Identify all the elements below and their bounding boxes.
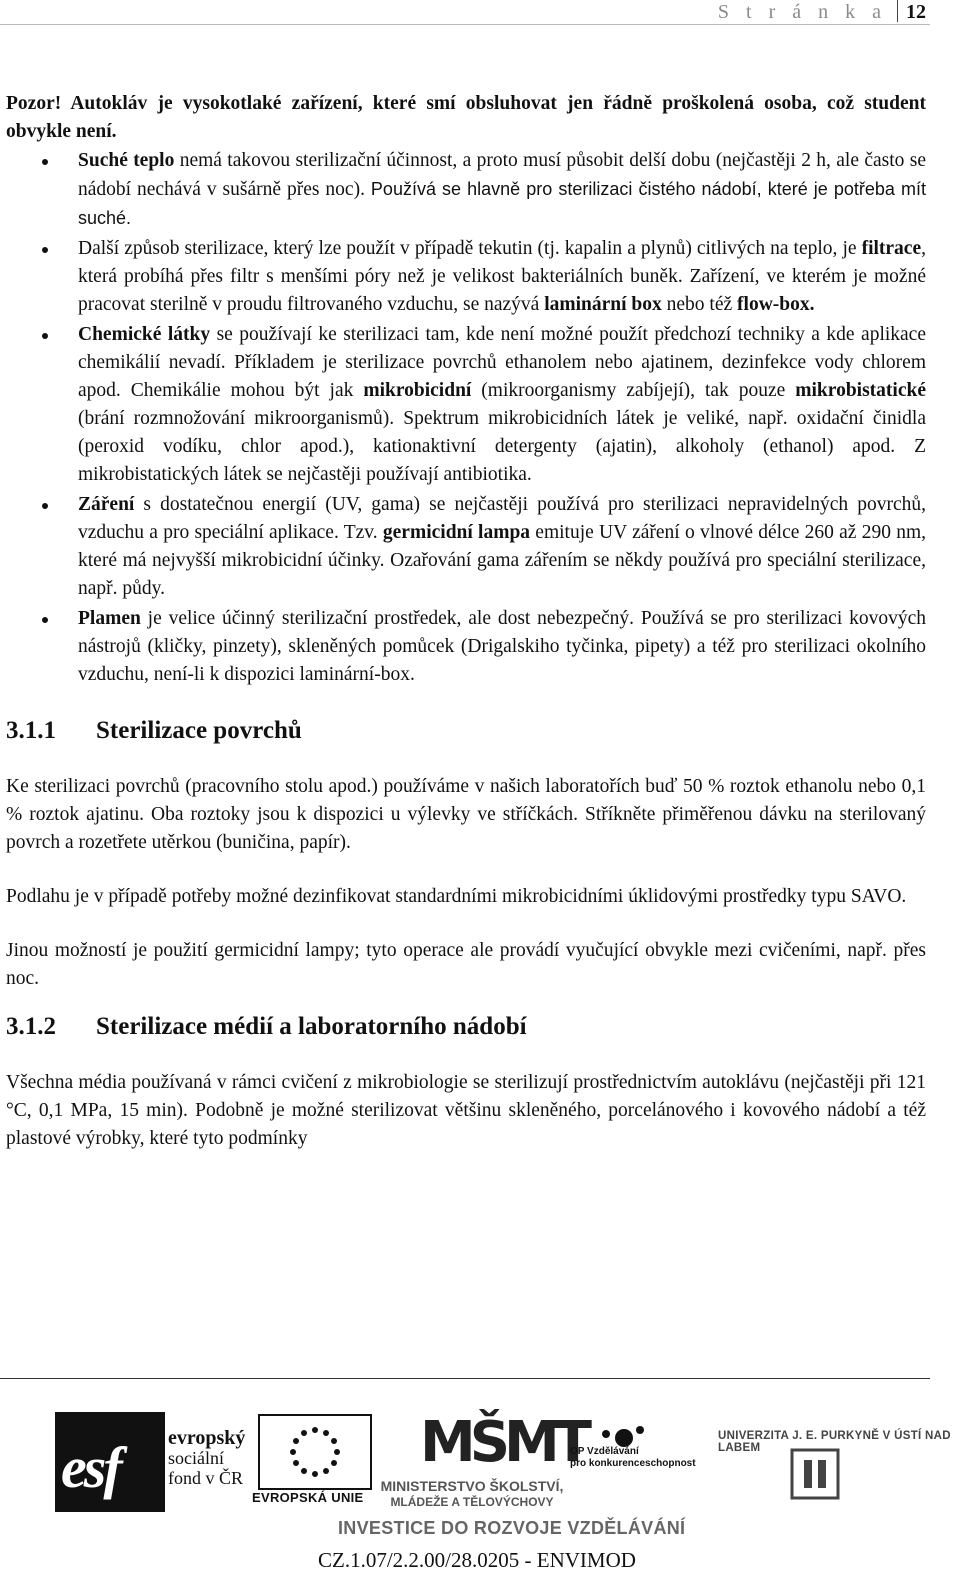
item-text: (mikroorganismy zabíjejí), tak pouze	[471, 380, 796, 401]
paragraph: Ke sterilizaci povrchů (pracovního stolu apod.) používáme v našich laboratořích buď 50 % roztok ethanolu nebo 0,1 % roztok ajatinu. Oba roztoky jsou k dispozici u výlevky ve stříčkách. Stříkněte přiměřenou dávku na sterilovaný povrch a rozetřete utěrkou (buničina, papír).	[6, 776, 926, 853]
item-text: nebo též	[661, 294, 738, 315]
bullet-icon	[42, 503, 48, 509]
list-item	[6, 491, 926, 603]
footer-divider	[0, 1378, 930, 1379]
term-bold: Suché teplo	[78, 150, 175, 171]
item-text: s dostatečnou energií (UV, gama) se nejčastěji používá pro sterilizaci nepravidelných povrchů, vzduchu a pro speciální aplikace. Tzv.	[78, 494, 926, 543]
section-number: 3.1.1	[6, 717, 56, 744]
page-label: S t r á n k a	[717, 1, 887, 23]
item-text: se používají ke sterilizaci tam, kde není možné použít předchozí techniky a kde aplikace chemikálií nevadí. Příkladem je sterilizace povrchů ethanolem nebo ajatinem, dezinfekce vody chlorem apod. Chemikálie mohou být jak	[78, 324, 926, 401]
paragraph: Podlahu je v případě potřeby možné dezinfikovat standardními mikrobicidními úklidovými prostředky typu SAVO.	[6, 886, 907, 907]
msmt-line: MLÁDEŽE A TĚLOVÝCHOVY	[390, 1495, 554, 1509]
item-text: emituje UV záření o vlnové délce 260 až 290 nm, které má nejvyšší mikrobicidní účinky. Ozařování gama zářením se někdy používá pro speciální sterilizace, např. půdy.	[78, 522, 926, 599]
msmt-line: MINISTERSTVO ŠKOLSTVÍ,	[380, 1478, 564, 1494]
warning-paragraph: Pozor! Autokláv je vysokotlaké zařízení, které smí obsluhovat jen řádně proškolená osoba, což student obvykle není.	[6, 93, 926, 142]
item-text: je velice účinný sterilizační prostředek, ale dost nebezpečný. Používá se pro sterilizaci kovových nástrojů (kličky, pinzety), skleněných pomůcek (Drigalskiho tyčinka, pipety) a též pro sterilizaci okolního vzduchu, není-li k dispozici laminární-box.	[78, 608, 926, 685]
opvk-line: OP Vzdělávání	[570, 1446, 639, 1457]
bullet-icon	[42, 247, 48, 253]
header-separator	[897, 0, 898, 22]
project-code: CZ.1.07/2.2.00/28.0205 - ENVIMOD	[318, 1548, 636, 1572]
opvk-logo-text	[570, 1446, 730, 1470]
term-bold: germicidní lampa	[382, 522, 531, 543]
investment-slogan: INVESTICE DO ROZVOJE VZDĚLÁVÁNÍ	[338, 1518, 686, 1538]
list-item	[6, 147, 926, 233]
list-item	[6, 605, 926, 689]
esf-line: fond v ČR	[168, 1468, 244, 1488]
esf-logo-text	[168, 1428, 245, 1488]
msmt-label	[372, 1478, 572, 1510]
term-bold: filtrace	[861, 238, 922, 259]
sterilization-list	[6, 147, 926, 689]
page-header	[0, 0, 930, 25]
bullet-icon	[42, 159, 48, 165]
esf-line: sociální	[168, 1448, 224, 1468]
term-bold: Záření	[78, 494, 135, 515]
esf-logo-letters: esf	[61, 1435, 120, 1500]
term-bold: mikrobicidní	[363, 380, 472, 401]
section-number: 3.1.2	[6, 1013, 56, 1040]
eu-label: EVROPSKÁ UNIE	[252, 1490, 364, 1505]
eu-flag-icon	[258, 1414, 372, 1490]
section-heading	[6, 711, 926, 751]
ujep-label: UNIVERZITA J. E. PURKYNĚ V ÚSTÍ NAD LABEM	[718, 1430, 951, 1454]
list-item	[6, 321, 926, 489]
ujep-logo-icon	[790, 1448, 840, 1500]
item-text: Další způsob sterilizace, který lze použít v případě tekutin (tj. kapalin a plynů) citlivých na teplo, je	[78, 238, 862, 259]
document-body	[6, 90, 926, 1153]
footer-logos	[0, 1400, 960, 1580]
paragraph: Jinou možností je použití germicidní lampy; tyto operace ale provádí vyučující obvykle mezi cvičeními, např. přes noc.	[6, 940, 926, 989]
section-title: Sterilizace povrchů	[96, 717, 302, 744]
msmt-logo-icon: MŠMT	[420, 1410, 586, 1475]
bullet-icon	[42, 333, 48, 339]
item-text-sans: Používá se hlavně pro sterilizaci čistého nádobí, které je potřeba mít suché.	[78, 179, 927, 228]
list-item	[6, 235, 926, 319]
paragraph: Všechna média používaná v rámci cvičení z mikrobiologie se sterilizují prostřednictvím autoklávu (nejčastěji při 121 °C, 0,1 MPa, 15 min). Podobně je možné sterilizovat většinu skleněného, porcelánového i kovového nádobí a též plastové výrobky, které tyto podmínky	[6, 1072, 926, 1149]
section-title: Sterilizace médií a laboratorního nádobí	[96, 1013, 527, 1040]
item-text: (brání rozmnožování mikroorganismů). Spektrum mikrobicidních látek je veliké, např. oxidační činidla (peroxid vodíku, chlor apod.), kationaktivní detergenty (ajatin), alkoholy (ethanol) apod. Z mikrobistatických látek se nejčastěji používají antibiotika.	[78, 408, 926, 485]
item-text: , která probíhá přes filtr s menšími póry než je velikost bakteriálních buněk. Zařízení, ve kterém je možné pracovat sterilně v proudu filtrovaného vzduchu, se nazývá	[78, 238, 926, 315]
term-bold: laminární box	[544, 294, 662, 315]
term-bold: mikrobistatické	[795, 380, 926, 401]
page-number: 12	[906, 1, 926, 23]
section-heading	[6, 1007, 926, 1047]
opvk-line: pro konkurenceschopnost	[570, 1458, 696, 1469]
esf-line: evropský	[168, 1427, 246, 1449]
term-bold: Plamen	[78, 608, 141, 629]
bullet-icon	[42, 617, 48, 623]
esf-logo-icon	[55, 1412, 165, 1512]
item-text: nemá takovou sterilizační účinnost, a proto musí působit delší dobu (nejčastěji 2 h, ale často se nádobí nechává v sušárně přes noc).	[78, 150, 926, 200]
term-bold: Chemické látky	[78, 324, 211, 345]
term-bold: flow-box.	[737, 294, 815, 315]
